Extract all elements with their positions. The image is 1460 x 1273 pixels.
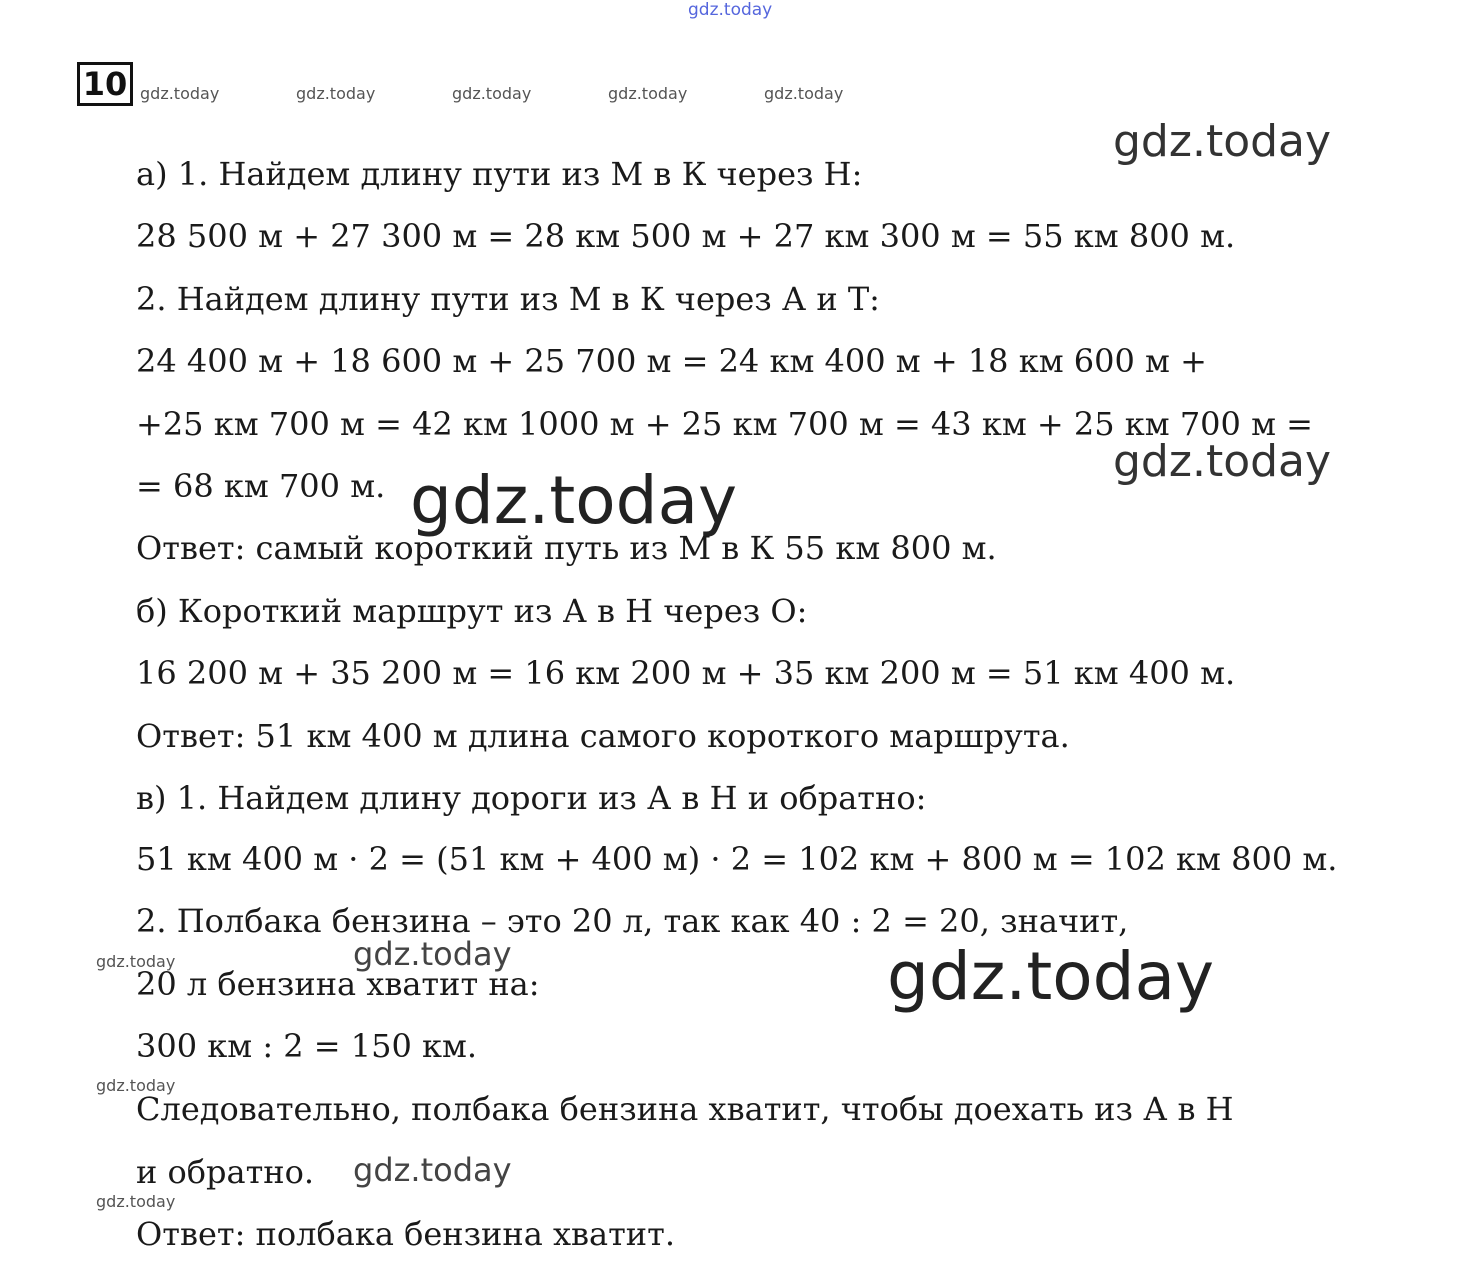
- answer-line: Ответ: 51 км 400 м длина самого короткого маршрута.: [136, 717, 1070, 755]
- watermark-side: gdz.today: [96, 1076, 176, 1095]
- watermark-xlarge: gdz.today: [887, 938, 1215, 1015]
- watermark-top: gdz.today: [688, 0, 773, 20]
- watermark-large: gdz.today: [1113, 116, 1332, 167]
- watermark-header: gdz.today: [296, 84, 376, 103]
- solution-line: и обратно.: [136, 1153, 315, 1191]
- task-number-box: 10: [77, 62, 133, 106]
- watermark-medium: gdz.today: [353, 935, 512, 973]
- solution-line: Следовательно, полбака бензина хватит, чтобы доехать из А в Н: [136, 1090, 1234, 1128]
- watermark-side: gdz.today: [96, 952, 176, 971]
- solution-line: 16 200 м + 35 200 м = 16 км 200 м + 35 км 200 м = 51 км 400 м.: [136, 654, 1236, 692]
- watermark-header: gdz.today: [452, 84, 532, 103]
- solution-line: а) 1. Найдем длину пути из М в К через Н:: [136, 155, 863, 193]
- solution-line: +25 км 700 м = 42 км 1000 м + 25 км 700 м = 43 км + 25 км 700 м =: [136, 405, 1313, 443]
- watermark-medium: gdz.today: [353, 1151, 512, 1189]
- answer-line: Ответ: полбака бензина хватит.: [136, 1215, 675, 1253]
- solution-line: б) Короткий маршрут из А в Н через О:: [136, 592, 808, 630]
- watermark-header: gdz.today: [764, 84, 844, 103]
- answer-line: Ответ: самый короткий путь из М в К 55 км 800 м.: [136, 529, 997, 567]
- solution-line: 2. Найдем длину пути из М в К через А и Т:: [136, 280, 880, 318]
- watermark-side: gdz.today: [96, 1192, 176, 1211]
- solution-line: 24 400 м + 18 600 м + 25 700 м = 24 км 400 м + 18 км 600 м +: [136, 342, 1207, 380]
- solution-line: 300 км : 2 = 150 км.: [136, 1027, 478, 1065]
- watermark-xlarge: gdz.today: [410, 462, 738, 539]
- watermark-header: gdz.today: [608, 84, 688, 103]
- watermark-header: gdz.today: [140, 84, 220, 103]
- solution-line: 20 л бензина хватит на:: [136, 965, 540, 1003]
- solution-line: = 68 км 700 м.: [136, 467, 386, 505]
- solution-line: 2. Полбака бензина – это 20 л, так как 40 : 2 = 20, значит,: [136, 902, 1129, 940]
- solution-line: 51 км 400 м · 2 = (51 км + 400 м) · 2 = 102 км + 800 м = 102 км 800 м.: [136, 840, 1338, 878]
- solution-line: в) 1. Найдем длину дороги из А в Н и обратно:: [136, 779, 927, 817]
- solution-line: 28 500 м + 27 300 м = 28 км 500 м + 27 км 300 м = 55 км 800 м.: [136, 217, 1236, 255]
- watermark-large: gdz.today: [1113, 436, 1332, 487]
